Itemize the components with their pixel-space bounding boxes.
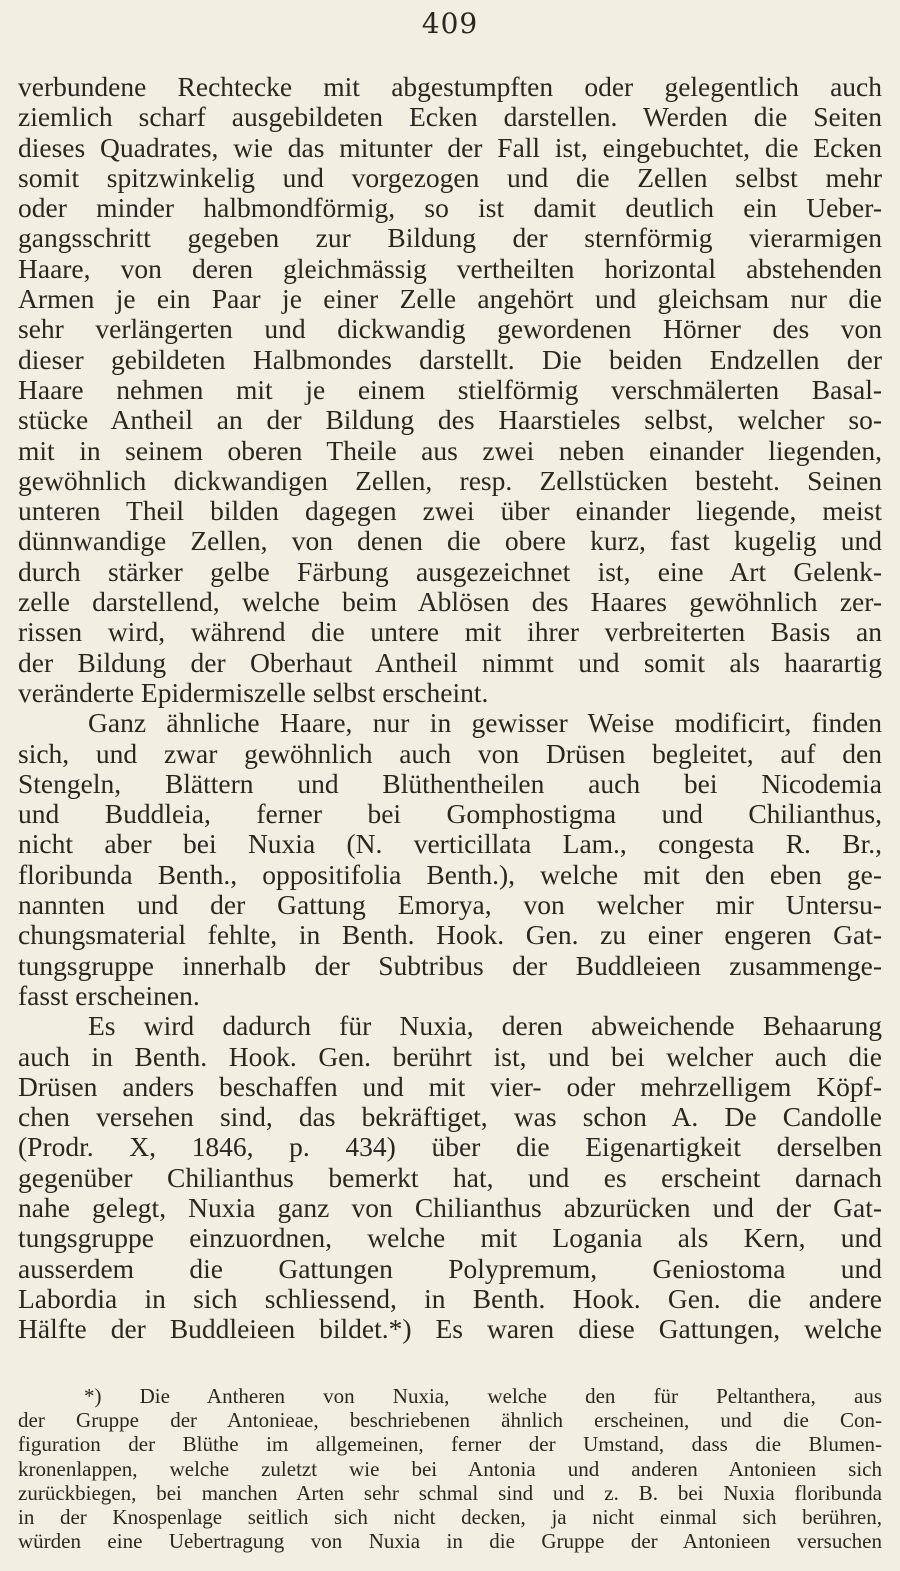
text-line: gegenüber Chilianthus bemerkt hat, und es erscheint darnach: [18, 1161, 882, 1193]
text-line: Armen je ein Paar je einer Zelle angehört und gleichsam nur die: [18, 283, 882, 315]
text-line: dünnwandige Zellen, von denen die obere kurz, fast kugelig und: [18, 525, 882, 557]
paragraph-start-line: Es wird dadurch für Nuxia, deren abweichende Behaarung: [88, 1010, 882, 1042]
text-line: gewöhnlich dickwandigen Zellen, resp. Zellstücken besteht. Seinen: [18, 464, 882, 496]
page-number: 409: [421, 7, 479, 40]
text-line: floribunda Benth., oppositifolia Benth.), welche mit den eben ge-: [18, 858, 882, 890]
text-line: Haare, von deren gleichmässig vertheilten horizontal abstehenden: [18, 252, 882, 284]
text-line: Haare nehmen mit je einem stielförmig verschmälerten Basal-: [18, 373, 882, 405]
footnote-line: zurückbiegen, bei manchen Arten sehr schmal sind und z. B. bei Nuxia floribunda: [18, 1480, 882, 1505]
text-line: der Bildung der Oberhaut Antheil nimmt und somit als haarartig: [18, 646, 882, 678]
text-line: verbundene Rechtecke mit abgestumpften oder gelegentlich auch: [18, 71, 882, 102]
text-line: Stengeln, Blättern und Blüthentheilen auch bei Nicodemia: [18, 767, 882, 799]
text-line: somit spitzwinkelig und vorgezogen und die Zellen selbst mehr: [18, 161, 882, 193]
text-line: mit in seinem oberen Theile aus zwei neben einander liegenden,: [18, 434, 882, 466]
footnote-line: figuration der Blüthe im allgemeinen, ferner der Umstand, dass die Blumen-: [18, 1432, 882, 1457]
text-line: chungsmaterial fehlte, in Benth. Hook. Gen. zu einer engeren Gat-: [18, 919, 882, 951]
text-line: ziemlich scharf ausgebildeten Ecken darstellen. Werden die Seiten: [18, 101, 882, 133]
text-line: Labordia in sich schliessend, in Benth. Hook. Gen. die andere: [18, 1282, 882, 1314]
text-line: oder minder halbmondförmig, so ist damit deutlich ein Ueber-: [18, 192, 882, 224]
text-line: zelle darstellend, welche beim Ablösen des Haares gewöhnlich zer-: [18, 586, 882, 618]
paragraph-end-line: veränderte Epidermiszelle selbst erscheint.: [18, 676, 489, 708]
text-line: Drüsen anders beschaffen und mit vier- oder mehrzelligem Köpf-: [18, 1070, 882, 1102]
footnote-line: würden eine Uebertragung von Nuxia in die Gruppe der Antonieen versuchen: [18, 1529, 882, 1554]
text-line: rissen wird, während die untere mit ihrer verbreiterten Basis an: [18, 616, 882, 648]
footnote-line: kronenlappen, welche zuletzt wie bei Antonia und anderen Antonieen sich: [18, 1456, 882, 1481]
footnote-line: der Gruppe der Antonieae, beschriebenen ähnlich erscheinen, und die Con-: [18, 1408, 882, 1433]
text-line: dieses Quadrates, wie das mitunter der Fall ist, eingebuchtet, die Ecken: [18, 131, 882, 163]
text-line: tungsgruppe einzuordnen, welche mit Logania als Kern, und: [18, 1222, 882, 1254]
text-line: sehr verlängerten und dickwandig gewordenen Hörner des von: [18, 313, 882, 345]
text-line: durch stärker gelbe Färbung ausgezeichnet ist, eine Art Gelenk-: [18, 555, 882, 587]
paragraph-start-line: Ganz ähnliche Haare, nur in gewisser Weise modificirt, finden: [88, 707, 882, 739]
text-line: nicht aber bei Nuxia (N. verticillata Lam., congesta R. Br.,: [18, 828, 882, 860]
footnote-block: [18, 1384, 882, 1553]
paragraph-end-line: fasst erscheinen.: [18, 979, 200, 1011]
text-line: ausserdem die Gattungen Polypremum, Geniostoma und: [18, 1252, 882, 1284]
text-line: nahe gelegt, Nuxia ganz von Chilianthus abzurücken und der Gat-: [18, 1191, 882, 1223]
text-line: gangsschritt gegeben zur Bildung der sternförmig vierarmigen: [18, 222, 882, 254]
text-line: auch in Benth. Hook. Gen. berührt ist, und bei welcher auch die: [18, 1040, 882, 1072]
text-line: stücke Antheil an der Bildung des Haarstieles selbst, welcher so-: [18, 404, 882, 436]
text-line: unteren Theil bilden dagegen zwei über einander liegende, meist: [18, 495, 882, 527]
text-line: Hälfte der Buddleieen bildet.*) Es waren diese Gattungen, welche: [18, 1313, 882, 1345]
text-line: und Buddleia, ferner bei Gomphostigma und Chilianthus,: [18, 798, 882, 830]
body-text: [18, 72, 882, 1344]
text-line: tungsgruppe innerhalb der Subtribus der Buddleieen zusammenge-: [18, 949, 882, 981]
text-line: (Prodr. X, 1846, p. 434) über die Eigenartigkeit derselben: [18, 1131, 882, 1163]
footnote-line: in der Knospenlage seitlich sich nicht decken, ja nicht einmal sich berühren,: [18, 1505, 882, 1530]
text-line: chen versehen sind, das bekräftiget, was schon A. De Candolle: [18, 1101, 882, 1133]
text-line: sich, und zwar gewöhnlich auch von Drüsen begleitet, auf den: [18, 737, 882, 769]
text-line: dieser gebildeten Halbmondes darstellt. Die beiden Endzellen der: [18, 343, 882, 375]
text-line: nannten und der Gattung Emorya, von welcher mir Untersu-: [18, 889, 882, 921]
footnote-line: *) Die Antheren von Nuxia, welche den für Peltanthera, aus: [84, 1384, 882, 1408]
